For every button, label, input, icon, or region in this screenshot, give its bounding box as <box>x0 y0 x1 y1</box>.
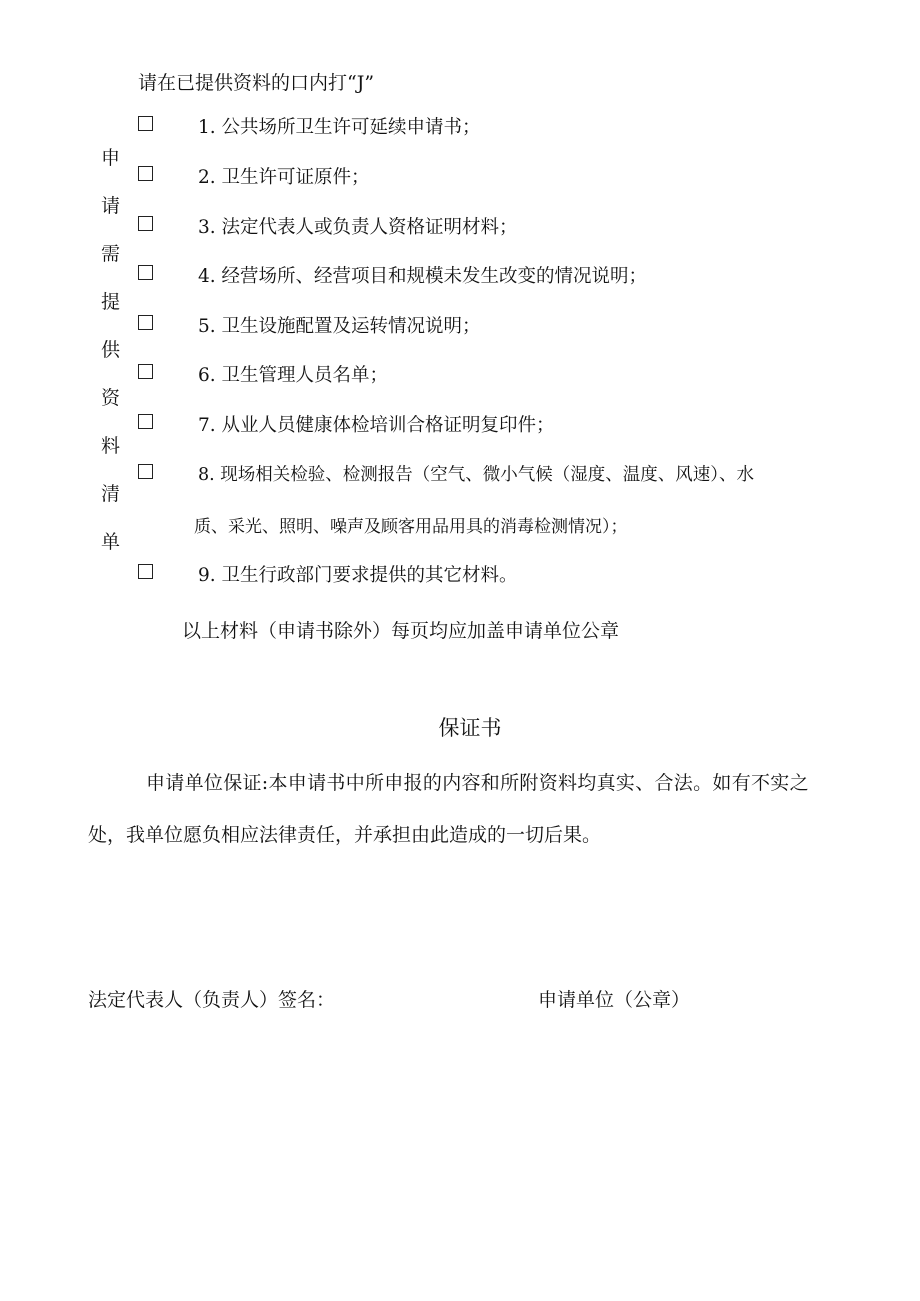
instruction-text: 请在已提供资料的口内打“J” <box>138 72 375 94</box>
checkbox-item-5[interactable] <box>138 315 153 330</box>
checklist-item-5: 5. 卫生设施配置及运转情况说明； <box>198 316 481 337</box>
side-label-char: 请 <box>101 195 121 217</box>
side-label-char: 单 <box>101 531 121 553</box>
checklist-item-9: 9. 卫生行政部门要求提供的其它材料。 <box>198 565 518 586</box>
guarantee-line-2: 处，我单位愿负相应法律责任，并承担由此造成的一切后果。 <box>88 824 602 846</box>
unit-seal-label: 申请单位（公章） <box>538 989 691 1011</box>
checklist-item-8-continuation: 质、采光、照明、噪声及顾客用品用具的消毒检测情况）； <box>194 517 628 537</box>
side-label-char: 申 <box>101 147 121 169</box>
checkbox-item-8[interactable] <box>138 464 153 479</box>
checklist-item-2: 2. 卫生许可证原件； <box>198 167 370 188</box>
checkbox-item-9[interactable] <box>138 564 153 579</box>
checkbox-item-1[interactable] <box>138 116 153 131</box>
checkbox-item-4[interactable] <box>138 265 153 280</box>
checklist-item-3: 3. 法定代表人或负责人资格证明材料； <box>198 217 518 238</box>
side-label-char: 供 <box>101 339 121 361</box>
side-label-char: 提 <box>101 291 121 313</box>
side-label-char: 料 <box>101 435 121 457</box>
checklist-item-1: 1. 公共场所卫生许可延续申请书； <box>198 117 481 138</box>
checkbox-item-7[interactable] <box>138 414 153 429</box>
checklist-item-8: 8. 现场相关检验、检测报告（空气、微小气候（湿度、温度、风速）、水 <box>198 465 755 485</box>
side-label-char: 资 <box>101 387 121 409</box>
checkbox-item-2[interactable] <box>138 166 153 181</box>
checklist-item-7: 7. 从业人员健康体检培训合格证明复印件； <box>198 415 555 436</box>
side-label-char: 需 <box>101 243 121 265</box>
side-label-char: 清 <box>101 483 121 505</box>
checkbox-item-6[interactable] <box>138 364 153 379</box>
guarantee-line-1: 申请单位保证:本申请书中所申报的内容和所附资料均真实、合法。如有不实之 <box>146 772 809 794</box>
checkbox-item-3[interactable] <box>138 216 153 231</box>
checklist-item-6: 6. 卫生管理人员名单； <box>198 365 389 386</box>
legal-rep-signature-label: 法定代表人（负责人）签名： <box>88 989 336 1011</box>
guarantee-title: 保证书 <box>438 716 502 740</box>
seal-note: 以上材料（申请书除外）每页均应加盖申请单位公章 <box>182 620 620 642</box>
checklist-item-4: 4. 经营场所、经营项目和规模未发生改变的情况说明； <box>198 266 648 287</box>
